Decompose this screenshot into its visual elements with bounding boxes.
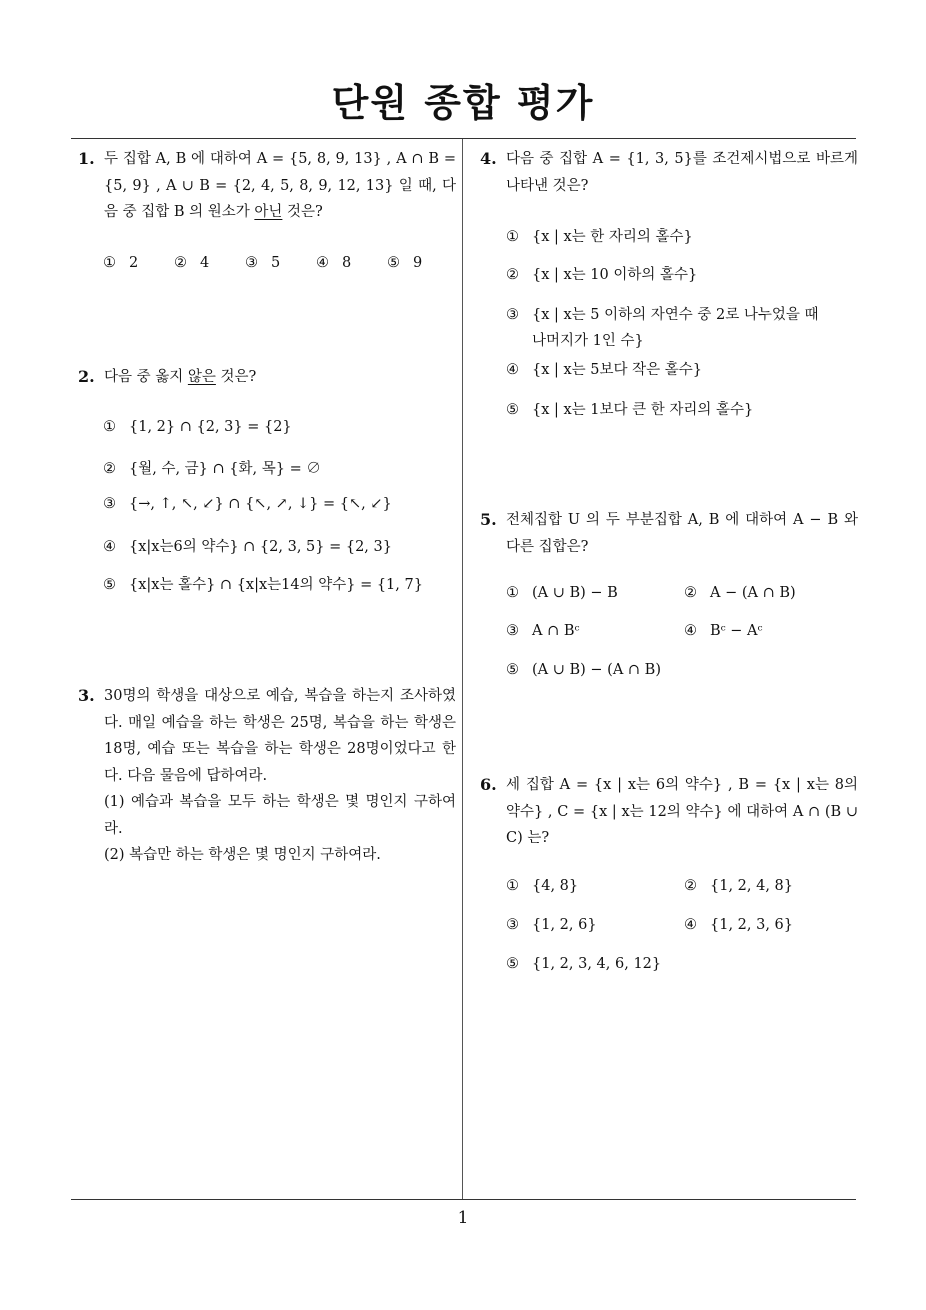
option-mark: ④ — [103, 539, 116, 555]
question-number: 2. — [78, 367, 95, 386]
option-4[interactable] — [103, 535, 392, 556]
question-3 — [78, 683, 456, 869]
page-title: 단원 종합 평가 — [331, 81, 595, 125]
option-2[interactable] — [103, 457, 321, 478]
option-mark: ① — [103, 255, 116, 271]
option-2[interactable] — [506, 263, 697, 284]
option-3[interactable] — [245, 255, 280, 271]
option-mark: ④ — [316, 255, 329, 271]
option-4[interactable] — [684, 623, 763, 639]
option-text: {x | x는 1보다 큰 한 자리의 홀수} — [532, 402, 754, 418]
option-mark: ② — [684, 878, 697, 894]
option-mark: ② — [506, 267, 519, 283]
question-2 — [78, 364, 456, 391]
option-text: (A ∪ B) − B — [532, 585, 618, 601]
option-5[interactable] — [387, 255, 422, 271]
column-divider — [462, 139, 463, 1200]
question-text-end: 것은? — [215, 369, 257, 385]
question-text: 다음 중 옳지 — [104, 369, 188, 385]
option-5[interactable] — [506, 956, 661, 972]
option-mark: ④ — [684, 917, 697, 933]
option-text: {월, 수, 금} ∩ {화, 목} = ∅ — [129, 461, 321, 477]
option-text: {x | x는 한 자리의 홀수} — [532, 229, 693, 245]
question-5 — [480, 507, 858, 560]
question-number: 5. — [480, 510, 497, 529]
question-text-end: 것은? — [282, 204, 323, 220]
option-1[interactable] — [103, 419, 292, 435]
option-2[interactable] — [684, 878, 793, 894]
option-text: {x | x는 10 이하의 홀수} — [532, 267, 698, 283]
option-mark: ③ — [245, 255, 258, 271]
question-number: 3. — [78, 686, 95, 705]
question-text: 30명의 학생을 대상으로 예습, 복습을 하는지 조사하였다. 매일 예습을 하는 학생은 25명, 복습을 하는 학생은 18명, 예습 또는 복습을 하는 학생은 28명이었다고 한다. 다음 물음에 답하여라. — [104, 688, 456, 784]
option-text: {x | x는 5 이하의 자연수 중 2로 나누었을 때 — [532, 307, 819, 323]
option-text: {1, 2, 3, 4, 6, 12} — [532, 956, 662, 972]
option-text: {x|x는6의 약수} ∩ {2, 3, 5} = {2, 3} — [129, 539, 392, 555]
page-number: 1 — [457, 1208, 469, 1228]
option-mark: ③ — [506, 623, 519, 639]
option-4[interactable] — [684, 917, 793, 933]
option-mark: ⑤ — [387, 255, 400, 271]
option-text: 4 — [200, 255, 210, 271]
option-text: Bᶜ − Aᶜ — [710, 623, 763, 639]
bottom-rule — [71, 1199, 856, 1200]
option-text: 5 — [271, 255, 281, 271]
option-1[interactable] — [506, 878, 578, 894]
option-3[interactable] — [506, 302, 819, 354]
option-mark: ⑤ — [506, 662, 519, 678]
question-number: 6. — [480, 775, 497, 794]
option-text: {4, 8} — [532, 878, 579, 894]
option-text: {1, 2, 6} — [532, 917, 597, 933]
option-mark: ④ — [684, 623, 697, 639]
option-text: 2 — [129, 255, 139, 271]
option-mark: ⑤ — [103, 577, 116, 593]
question-emphasis: 아닌 — [254, 204, 283, 220]
question-number: 4. — [480, 149, 497, 168]
option-mark: ③ — [506, 917, 519, 933]
option-text: {x|x는 홀수} ∩ {x|x는14의 약수} = {1, 7} — [129, 577, 423, 593]
option-text-cont: 나머지가 1인 수} — [532, 333, 644, 349]
top-rule — [71, 138, 856, 139]
option-mark: ① — [103, 419, 116, 435]
option-5[interactable] — [506, 398, 753, 419]
option-mark: ③ — [506, 307, 519, 323]
question-number: 1. — [78, 149, 95, 168]
sub-question-1: (1) 예습과 복습을 모두 하는 학생은 몇 명인지 구하여라. — [104, 794, 456, 837]
option-mark: ⑤ — [506, 956, 519, 972]
option-4[interactable] — [506, 358, 702, 379]
option-text: A ∩ Bᶜ — [532, 623, 580, 639]
option-3[interactable] — [506, 917, 597, 933]
option-1[interactable] — [506, 225, 693, 246]
option-1[interactable] — [103, 255, 138, 271]
option-text: (A ∪ B) − (A ∩ B) — [532, 662, 661, 678]
option-mark: ② — [174, 255, 187, 271]
option-1[interactable] — [506, 585, 618, 601]
question-1 — [78, 146, 456, 226]
option-3[interactable] — [103, 496, 392, 512]
option-mark: ② — [684, 585, 697, 601]
option-text: {x | x는 5보다 작은 홀수} — [532, 362, 703, 378]
question-emphasis: 않은 — [187, 369, 216, 385]
option-mark: ③ — [103, 496, 116, 512]
option-5[interactable] — [103, 573, 423, 594]
question-4 — [480, 146, 858, 199]
option-text: A − (A ∩ B) — [710, 585, 796, 601]
option-text: {1, 2, 3, 6} — [710, 917, 794, 933]
option-mark: ① — [506, 878, 519, 894]
question-6 — [480, 772, 858, 852]
option-3[interactable] — [506, 623, 580, 639]
option-mark: ① — [506, 229, 519, 245]
option-mark: ① — [506, 585, 519, 601]
option-2[interactable] — [684, 585, 796, 601]
option-2[interactable] — [174, 255, 209, 271]
option-text: 8 — [342, 255, 352, 271]
option-text: {1, 2, 4, 8} — [710, 878, 794, 894]
option-text: {1, 2} ∩ {2, 3} = {2} — [129, 419, 292, 435]
question-text: 전체집합 U 의 두 부분집합 A, B 에 대하여 A − B 와 다른 집합은? — [506, 512, 858, 555]
question-text: 두 집합 A, B 에 대하여 A = {5, 8, 9, 13} , A ∩ B = {5, 9} , A ∪ B = {2, 4, 5, 8, 9, 12, 13} 일 때, 다음 중 집합 B 의 원소가 — [104, 151, 456, 220]
option-4[interactable] — [316, 255, 351, 271]
question-text: 다음 중 집합 A = {1, 3, 5}를 조건제시법으로 바르게 나타낸 것은? — [506, 151, 858, 194]
option-mark: ④ — [506, 362, 519, 378]
option-text: 9 — [413, 255, 423, 271]
question-text: 세 집합 A = {x | x는 6의 약수} , B = {x | x는 8의 약수} , C = {x | x는 12의 약수} 에 대하여 A ∩ (B ∪ C) 는? — [506, 777, 858, 846]
option-text: {→, ↑, ↖, ↙} ∩ {↖, ↗, ↓} = {↖, ↙} — [129, 496, 392, 512]
sub-question-2: (2) 복습만 하는 학생은 몇 명인지 구하여라. — [104, 847, 381, 863]
option-mark: ② — [103, 461, 116, 477]
option-mark: ⑤ — [506, 402, 519, 418]
option-5[interactable] — [506, 662, 661, 678]
